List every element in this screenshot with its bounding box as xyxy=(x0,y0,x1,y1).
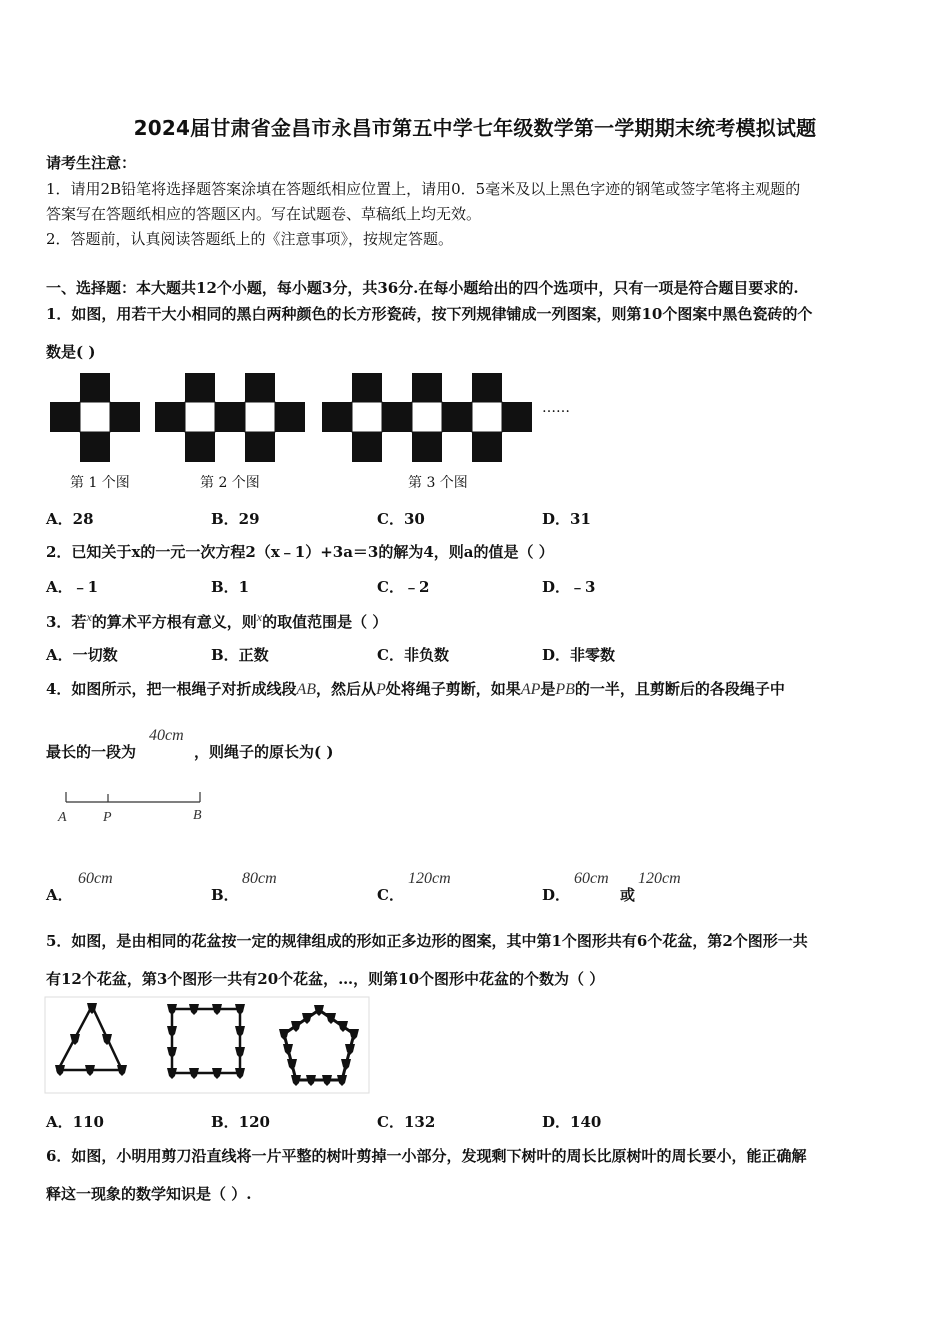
q1-stem-cont: 数是( ) xyxy=(46,343,96,361)
flowerpot-polygons-figure xyxy=(44,996,370,1094)
segment-ab-figure xyxy=(58,788,218,808)
q5-stem: 5．如图，是由相同的花盆按一定的规律组成的形如正多边形的图案，其中第1个图形共有6个花盆，第2个图形一共 xyxy=(46,932,808,950)
q1-option-d[interactable]: D．31 xyxy=(542,510,591,528)
q4-stem-part-4: 是 xyxy=(540,680,556,698)
q4-stem-cont-1: 最长的一段为 xyxy=(46,743,137,761)
q4-point-p-label: P xyxy=(103,810,112,825)
q4-stem-part-3: 处将绳子剪断，如果 xyxy=(385,680,521,698)
q3-option-a[interactable]: A．一切数 xyxy=(46,646,118,664)
q2-stem: 2．已知关于x的一元一次方程2（x﹣1）+3a＝3的解为4，则a的值是（ ） xyxy=(46,543,554,561)
q1-option-c[interactable]: C．30 xyxy=(377,510,425,528)
q5-option-c[interactable]: C．132 xyxy=(377,1113,436,1131)
q6-stem-cont: 释这一现象的数学知识是（ ）. xyxy=(46,1185,252,1203)
q4-var-ap: AP xyxy=(520,681,541,698)
q3-option-c[interactable]: C．非负数 xyxy=(377,646,449,664)
q4-stem-part-2: ，然后从 xyxy=(316,680,377,698)
q3-option-b[interactable]: B．正数 xyxy=(211,646,269,664)
q4-stem-part-5: 的一半，且剪断后的各段绳子中 xyxy=(574,680,785,698)
q4-option-d-value: 60cm xyxy=(574,870,609,887)
q4-option-b[interactable]: B． xyxy=(211,886,239,904)
q3-var-x: x xyxy=(86,610,92,624)
q3-stem-part-2: 的算术平方根有意义，则 xyxy=(91,613,257,631)
q4-option-a[interactable]: A． xyxy=(46,886,73,904)
q4-point-a-label: A xyxy=(58,810,67,825)
q5-option-d[interactable]: D．140 xyxy=(542,1113,602,1131)
caption-figure-3: 第 3 个图 xyxy=(408,475,468,491)
pattern-ellipsis: …… xyxy=(542,400,570,416)
q3-stem-part-1: 3．若 xyxy=(46,613,87,631)
q5-option-a[interactable]: A．110 xyxy=(46,1113,104,1131)
q4-stem-part-1: 4．如图所示，把一根绳子对折成线段 xyxy=(46,680,297,698)
q4-option-b-value: 80cm xyxy=(242,870,277,887)
q2-option-c[interactable]: C．﹣2 xyxy=(377,578,430,596)
q5-option-b[interactable]: B．120 xyxy=(211,1113,270,1131)
q1-option-a[interactable]: A．28 xyxy=(46,510,94,528)
q4-length-40cm: 40cm xyxy=(149,727,184,744)
q2-option-b[interactable]: B．1 xyxy=(211,578,250,596)
q4-option-a-value: 60cm xyxy=(78,870,113,887)
tile-pattern-2 xyxy=(155,373,305,462)
q4-stem-cont-2: ，则绳子的原长为( ) xyxy=(194,743,334,761)
notice-line-1: 1．请用2B铅笔将选择题答案涂填在答题纸相应位置上，请用0．5毫米及以上黑色字迹的钢笔或签字笔将主观题的 xyxy=(46,180,801,198)
notice-line-1b: 答案写在答题纸相应的答题区内。写在试题卷、草稿纸上均无效。 xyxy=(46,205,482,223)
caption-figure-2: 第 2 个图 xyxy=(200,475,260,491)
q3-stem xyxy=(46,610,387,632)
tile-pattern-3 xyxy=(322,373,532,462)
q4-stem xyxy=(46,678,785,699)
q4-point-b-label: B xyxy=(193,808,202,823)
caption-figure-1: 第 1 个图 xyxy=(70,475,130,491)
section-heading: 一、选择题：本大题共12个小题，每小题3分，共36分.在每小题给出的四个选项中，只有一项是符合题目要求的. xyxy=(46,279,799,297)
q4-option-d[interactable]: D． xyxy=(542,886,571,904)
q4-option-c-value: 120cm xyxy=(408,870,451,887)
tile-pattern-figure xyxy=(46,370,586,465)
q3-option-d[interactable]: D．非零数 xyxy=(542,646,616,664)
q4-var-pb: PB xyxy=(555,681,575,698)
notice-line-2: 2．答题前，认真阅读答题纸上的《注意事项》，按规定答题。 xyxy=(46,230,454,248)
q4-option-c[interactable]: C． xyxy=(377,886,404,904)
notice-heading: 请考生注意： xyxy=(46,154,137,172)
page-title: 2024届甘肃省金昌市永昌市第五中学七年级数学第一学期期末统考模拟试题 xyxy=(133,116,817,140)
q4-var-ab: AB xyxy=(296,681,316,698)
q4-option-d-value-2: 120cm xyxy=(638,870,681,887)
q2-option-d[interactable]: D．﹣3 xyxy=(542,578,596,596)
q6-stem: 6．如图，小明用剪刀沿直线将一片平整的树叶剪掉一小部分，发现剩下树叶的周长比原树叶的周长要小，能正确解 xyxy=(46,1147,807,1165)
q4-var-p: P xyxy=(376,681,386,698)
tile-pattern-1 xyxy=(50,373,140,462)
q3-stem-part-3: 的取值范围是（ ） xyxy=(262,613,388,631)
q3-var-x-2: x xyxy=(256,610,263,624)
q1-option-b[interactable]: B．29 xyxy=(211,510,260,528)
q5-stem-cont: 有12个花盆，第3个图形一共有20个花盆，…，则第10个图形中花盆的个数为（ ） xyxy=(46,970,605,988)
q1-stem: 1．如图，用若干大小相同的黑白两种颜色的长方形瓷砖，按下列规律铺成一列图案，则第10个图案中黑色瓷砖的个 xyxy=(46,305,813,323)
q2-option-a[interactable]: A．﹣1 xyxy=(46,578,99,596)
q4-option-d-or: 或 xyxy=(620,886,636,904)
